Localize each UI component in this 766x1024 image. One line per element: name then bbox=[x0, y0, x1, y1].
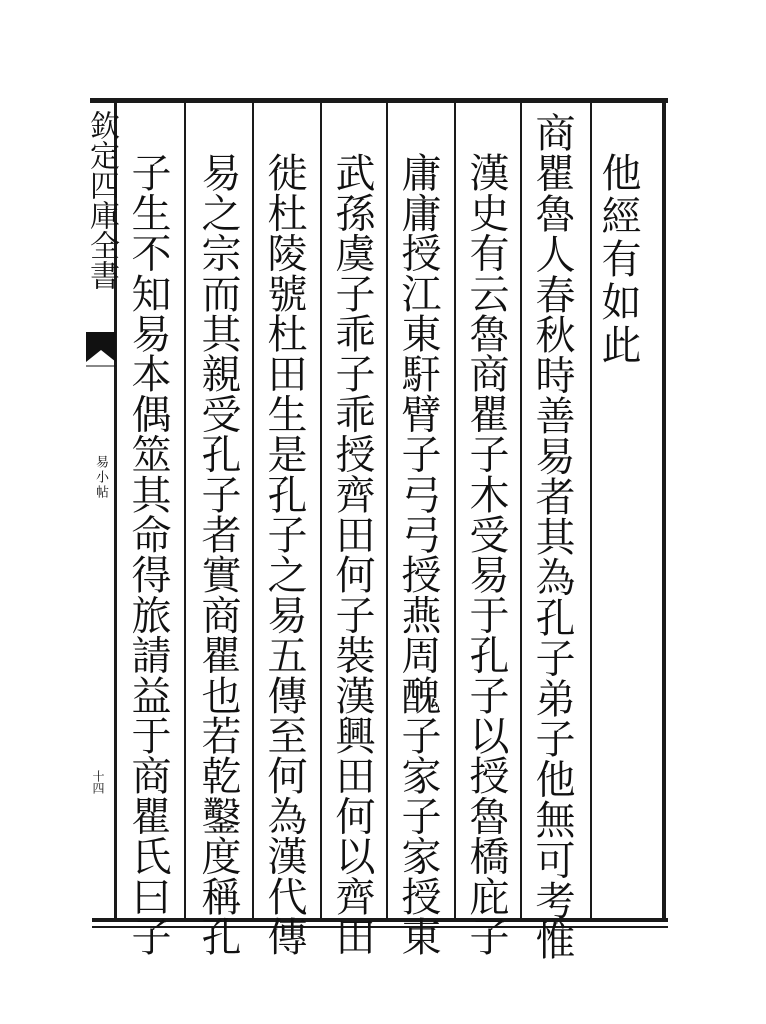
page-number: 十四 bbox=[91, 770, 105, 794]
text-column: 易之宗而其親受孔子者實商瞿也若乾鑿度稱孔 bbox=[195, 152, 241, 956]
text-column: 庸庸授江東馯臂子弓弓授燕周醜子家子家授東 bbox=[395, 152, 441, 956]
chapter-title: 易小帖 bbox=[93, 455, 108, 500]
column-divider bbox=[184, 102, 186, 920]
text-column: 徙杜陵號杜田生是孔子之易五傳至何為漢代傳 bbox=[261, 152, 307, 956]
fish-tail-mark bbox=[86, 332, 116, 372]
bottom-border-thin bbox=[92, 926, 668, 928]
text-column: 子生不知易本偶筮其命得旅請益于商瞿氏曰子 bbox=[125, 152, 171, 956]
column-divider bbox=[252, 102, 254, 920]
column-divider bbox=[454, 102, 456, 920]
column-divider bbox=[520, 102, 522, 920]
bottom-border bbox=[92, 918, 668, 922]
column-divider bbox=[590, 102, 592, 920]
book-title: 欽定四庫全書 bbox=[84, 110, 119, 290]
column-divider bbox=[320, 102, 322, 920]
top-border bbox=[90, 98, 668, 103]
text-column: 他經有如此 bbox=[595, 152, 641, 367]
text-column: 商瞿魯人春秋時善易者其為孔子弟子他無可考惟 bbox=[529, 112, 575, 961]
text-column: 武孫虞子乖子乖授齊田何子裝漢興田何以齊田 bbox=[329, 152, 375, 956]
text-column: 漢史有云魯商瞿子木受易于孔子以授魯橋庇子 bbox=[463, 152, 509, 956]
right-frame-line bbox=[662, 98, 666, 922]
column-divider bbox=[386, 102, 388, 920]
